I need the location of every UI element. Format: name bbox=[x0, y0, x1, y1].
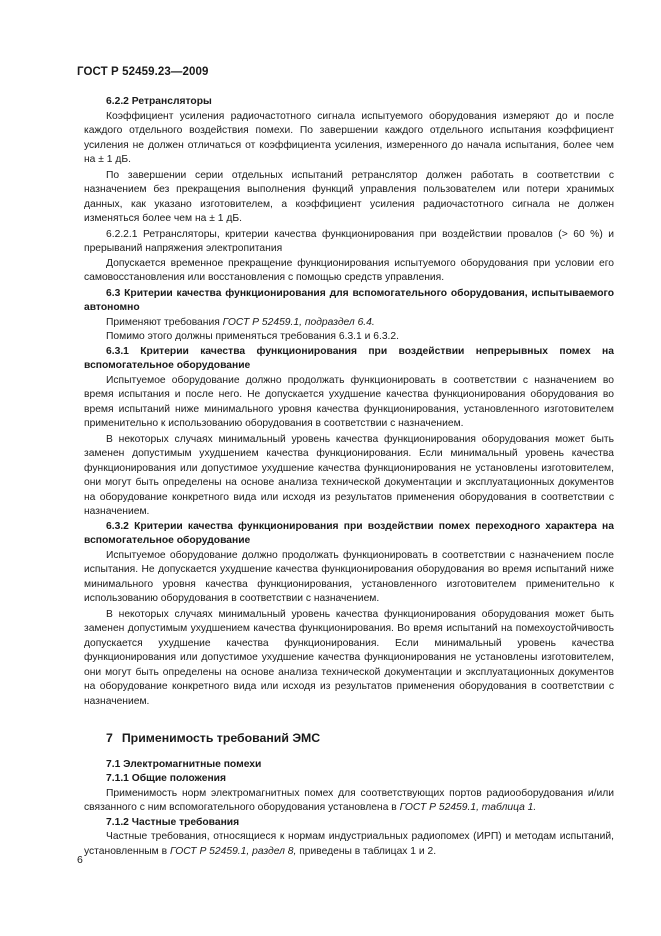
section-number: 7 bbox=[106, 731, 113, 745]
paragraph-text: приведены в таблицах 1 и 2. bbox=[296, 845, 437, 857]
paragraph: В некоторых случаях минимальный уровень качества функционирования оборудования может быть заменен допустимым ухудшением качества функционирования. Во время испытаний на помехоустойчивость допускается ухудшение качества функционирования. Если минимальный уровень качества функционирования или допустимое ухудшение качества функционирования не установлены изготовителем, они могут быть определены на основе анализа технической документации и эксплуатационных документов на оборудование конкретного вида или исходя из результатов применения оборудования в соответствии с назначением. bbox=[84, 608, 614, 707]
section-6-3-1-heading: 6.3.1 Критерии качества функционирования при воздействии непрерывных помех на вспомогательное оборудование bbox=[84, 345, 614, 371]
standard-reference: ГОСТ Р 52459.1, подраздел 6.4. bbox=[222, 316, 375, 328]
paragraph bbox=[84, 787, 614, 816]
page-content bbox=[84, 95, 614, 859]
page-number: 6 bbox=[77, 854, 83, 866]
paragraph-text: Частные требования, относящиеся к нормам индустриальных радиопомех (ИРП) и методам испытаний, установленным в bbox=[84, 831, 614, 857]
standard-reference: ГОСТ Р 52459.1, таблица 1. bbox=[399, 802, 537, 813]
paragraph bbox=[84, 316, 614, 331]
paragraph: Испытуемое оборудование должно продолжать функционировать в соответствии с назначением во время испытания и после него. Не допускается ухудшение качества функционирования оборудования во время испытаний ниже минимального уровня качества функционирования, установленного изготовителем применительно к использованию оборудования в соответствии с назначением. bbox=[84, 374, 614, 429]
section-7-heading bbox=[106, 731, 614, 746]
paragraph: Испытуемое оборудование должно продолжать функционировать в соответствии с назначением после испытания. Не допускается ухудшение качества функционирования оборудования во время испытаний ниже минимального уровня качества функционирования, установленного изготовителем применительно к использованию оборудования в соответствии с назначением. bbox=[84, 549, 614, 604]
paragraph-text: Применимость норм электромагнитных помех для соответствующих портов радиооборудования и/или связанного с ним вспомогательного оборудования установлена в bbox=[84, 787, 614, 813]
paragraph-text: Применяют требования bbox=[106, 316, 223, 328]
section-6-3-heading: 6.3 Критерии качества функционирования для вспомогательного оборудования, испытываемого автономно bbox=[84, 287, 614, 313]
paragraph: Допускается временное прекращение функционирования испытуемого оборудования при условии его самовосстановления или восстановления с помощью средств управления. bbox=[84, 257, 614, 283]
section-title: Применимость требований ЭМС bbox=[121, 731, 321, 745]
paragraph: В некоторых случаях минимальный уровень качества функционирования оборудования может быть заменен допустимым ухудшением качества функционирования. Если минимальный уровень качества функционирования или допустимое ухудшение качества функционирования не установлены изготовителем, они могут быть определены на основе анализа технической документации и эксплуатационных документов на оборудование конкретного вида или исходя из результатов применения оборудования в соответствии с назначением. bbox=[84, 433, 614, 517]
paragraph: Коэффициент усиления радиочастотного сигнала испытуемого оборудования измеряют до и после каждого отдельного воздействия помехи. По завершении каждого отдельного испытания коэффициент усиления не должен отличаться от коэффициента усиления, измеренного до начала испытания, более чем на ± 1 дБ. bbox=[84, 110, 614, 165]
section-6-3-2-heading: 6.3.2 Критерии качества функционирования при воздействии помех переходного характера на вспомогательное оборудование bbox=[84, 520, 614, 546]
section-6-2-2-heading: 6.2.2 Ретрансляторы bbox=[106, 96, 212, 107]
paragraph: Помимо этого должны применяться требования 6.3.1 и 6.3.2. bbox=[106, 331, 400, 342]
section-7-1-heading: 7.1 Электромагнитные помехи bbox=[106, 758, 262, 770]
section-7-1-2-heading: 7.1.2 Частные требования bbox=[106, 816, 240, 828]
section-6-2-2-1-paragraph: 6.2.2.1 Ретрансляторы, критерии качества функционирования при воздействии провалов (> 60 %) и прерываний напряжения электропитания bbox=[84, 228, 614, 254]
section-7-1-1-heading: 7.1.1 Общие положения bbox=[106, 773, 226, 784]
paragraph bbox=[84, 830, 614, 859]
document-header: ГОСТ Р 52459.23—2009 bbox=[77, 66, 209, 78]
paragraph: По завершении серии отдельных испытаний ретранслятор должен работать в соответствии с назначением без прекращения выполнения функций управления пользователем или потери хранимых данных, как указано изготовителем, а коэффициент усиления радиочастотного сигнала не должен изменяться более чем на ± 1 дБ. bbox=[84, 169, 614, 224]
standard-reference: ГОСТ Р 52459.1, раздел 8, bbox=[169, 845, 297, 857]
